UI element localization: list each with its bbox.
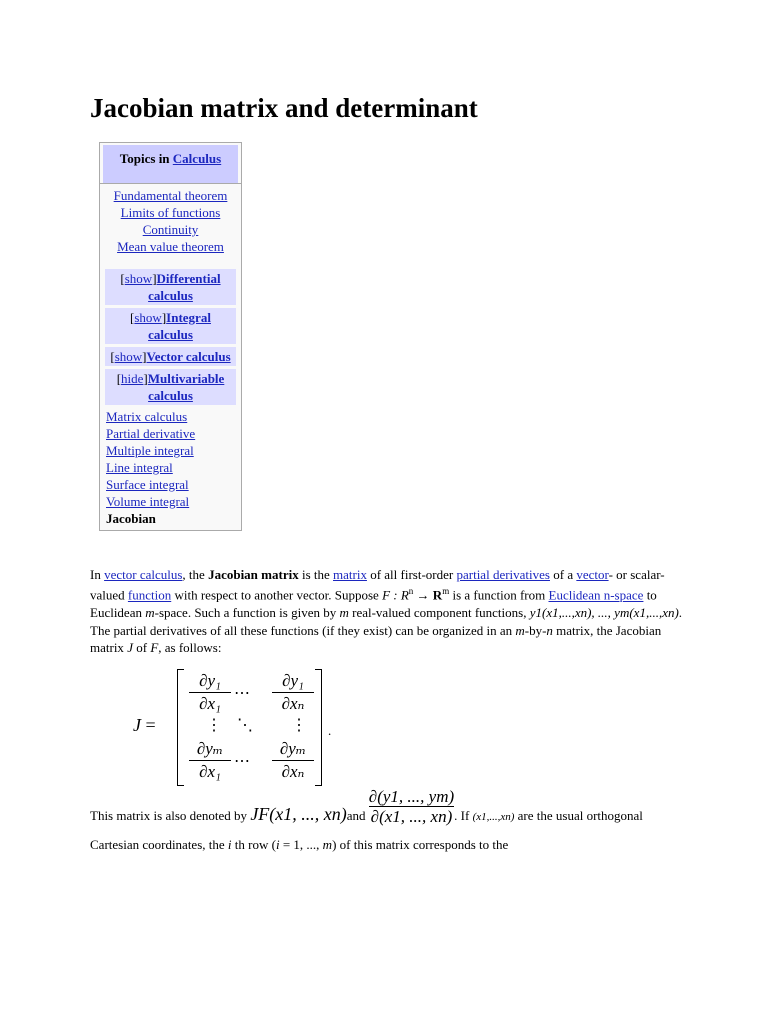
text: . If <box>454 807 473 823</box>
text: , as follows: <box>158 639 222 655</box>
integral-calculus-link[interactable]: Integral calculus <box>148 310 211 342</box>
math-m: m <box>515 622 525 638</box>
text: is the <box>298 567 334 582</box>
term-jacobian-matrix: Jacobian matrix <box>208 567 299 582</box>
matrix-lhs: J = <box>133 715 156 735</box>
vector-calculus-link[interactable]: Vector calculus <box>146 349 231 364</box>
hide-toggle-link[interactable]: hide <box>121 371 144 386</box>
sidebar-header <box>103 145 238 183</box>
hdots: ⋯ <box>234 753 250 770</box>
link-mean-value-theorem[interactable]: Mean value theorem <box>117 239 224 254</box>
calculus-sidebar <box>99 142 242 531</box>
link-volume-integral[interactable]: Volume integral <box>106 494 190 509</box>
math-partial-fraction: $\frac{\partial(y1, ..., ym)}{\partial(x1, ..., xn)}$ <box>368 787 455 827</box>
sup-m: m <box>442 586 450 597</box>
section-differential-calculus <box>105 269 236 305</box>
text: of <box>132 639 151 655</box>
link-euclidean-n-space[interactable]: Euclidean n-space <box>548 587 644 603</box>
text: ) of this matrix corresponds to the <box>332 836 509 852</box>
sidebar-header-prefix: Topics in <box>119 151 170 166</box>
vdots-left: ⋮ <box>206 717 222 734</box>
section-multivariable-calculus <box>105 369 236 405</box>
math-coords: (x1,...,xn) <box>472 810 515 823</box>
differential-calculus-link[interactable]: Differential calculus <box>148 271 221 303</box>
show-toggle-link[interactable]: show <box>124 271 153 286</box>
fundamental-topics <box>103 187 238 255</box>
left-bracket <box>177 669 184 786</box>
sidebar-divider <box>100 183 241 184</box>
link-partial-derivatives[interactable]: partial derivatives <box>456 567 550 582</box>
text: -by- <box>524 622 547 638</box>
text: This matrix is also denoted by <box>90 807 251 823</box>
vdots-right: ⋮ <box>291 717 307 734</box>
text: = 1, ..., <box>279 836 323 852</box>
page-title: Jacobian matrix and determinant <box>90 93 478 123</box>
toggle-vector[interactable]: [show] <box>110 349 147 364</box>
link-function[interactable]: function <box>127 587 172 603</box>
toggle-differential[interactable]: [show] <box>120 271 157 286</box>
link-partial-derivative[interactable]: Partial derivative <box>106 426 196 441</box>
math-i: i <box>275 836 280 852</box>
text: is a function from <box>449 587 549 603</box>
math-component-functions: y1(x1,...,xn), ..., ym(x1,...,xn) <box>529 605 679 621</box>
section-vector-calculus <box>105 347 236 366</box>
text: . The partial derivatives of all these functions (if they exist) can be organized in an <box>90 605 683 638</box>
text: th row ( <box>231 836 276 852</box>
math-n: n <box>546 622 553 638</box>
text: - or scalar-valued <box>90 567 665 603</box>
text: to Euclidean <box>90 587 657 621</box>
text: real-valued component functions, <box>348 605 530 621</box>
link-vector[interactable]: vector <box>576 567 609 582</box>
toggle-multivariable[interactable]: [hide] <box>116 371 148 386</box>
math-F: F : R <box>382 587 409 603</box>
math-i: i <box>227 836 232 852</box>
math-J: J <box>127 639 133 655</box>
calculus-link[interactable]: Calculus <box>172 151 222 166</box>
text: of a <box>549 567 577 582</box>
link-matrix[interactable]: matrix <box>333 567 367 582</box>
text: are the usual orthogonal Cartesian coordinates, the <box>90 807 643 852</box>
link-multiple-integral[interactable]: Multiple integral <box>106 443 194 458</box>
link-fundamental-theorem[interactable]: Fundamental theorem <box>113 188 228 203</box>
hdots: ⋯ <box>234 685 250 702</box>
ddots: ⋱ <box>237 717 253 734</box>
math-arrow: → R <box>413 587 443 603</box>
multivariable-topics <box>103 408 238 527</box>
link-matrix-calculus[interactable]: Matrix calculus <box>106 409 188 424</box>
intro-paragraph <box>90 566 690 656</box>
math-m: m <box>322 836 333 852</box>
link-surface-integral[interactable]: Surface integral <box>106 477 189 492</box>
current-topic-jacobian: Jacobian <box>106 511 156 526</box>
text: -space. Such a function is given by <box>154 605 340 621</box>
jacobian-matrix-formula <box>133 665 343 790</box>
entry-amn: ∂yₘ ∂xₙ <box>268 739 318 782</box>
sup-n: n <box>408 586 414 597</box>
multivariable-calculus-link[interactable]: Multivariable calculus <box>147 371 225 403</box>
link-line-integral[interactable]: Line integral <box>106 460 173 475</box>
entry-a1n: ∂y₁ ∂xₙ <box>268 671 318 714</box>
text: of all first-order <box>366 567 457 582</box>
math-m: m <box>145 605 155 621</box>
entry-am1: ∂yₘ ∂x₁ <box>185 739 235 782</box>
notation-paragraph <box>90 787 690 853</box>
text: and <box>346 807 369 823</box>
link-limits-of-functions[interactable]: Limits of functions <box>120 205 221 220</box>
matrix-period: . <box>328 723 332 738</box>
toggle-integral[interactable]: [show] <box>130 310 167 325</box>
text: , the <box>182 567 209 582</box>
text: with respect to another vector. Suppose <box>171 587 383 603</box>
math-F: F <box>150 639 159 655</box>
math-m: m <box>339 605 349 621</box>
show-toggle-link[interactable]: show <box>114 349 143 364</box>
link-vector-calculus[interactable]: vector calculus <box>104 567 183 582</box>
math-JF: JF(x1, ..., xn) <box>250 803 347 824</box>
text: In <box>90 567 105 582</box>
text: matrix, the Jacobian matrix <box>90 622 662 655</box>
show-toggle-link[interactable]: show <box>134 310 162 325</box>
section-integral-calculus <box>105 308 236 344</box>
entry-a11: ∂y₁ ∂x₁ <box>185 671 235 714</box>
link-continuity[interactable]: Continuity <box>142 222 199 237</box>
